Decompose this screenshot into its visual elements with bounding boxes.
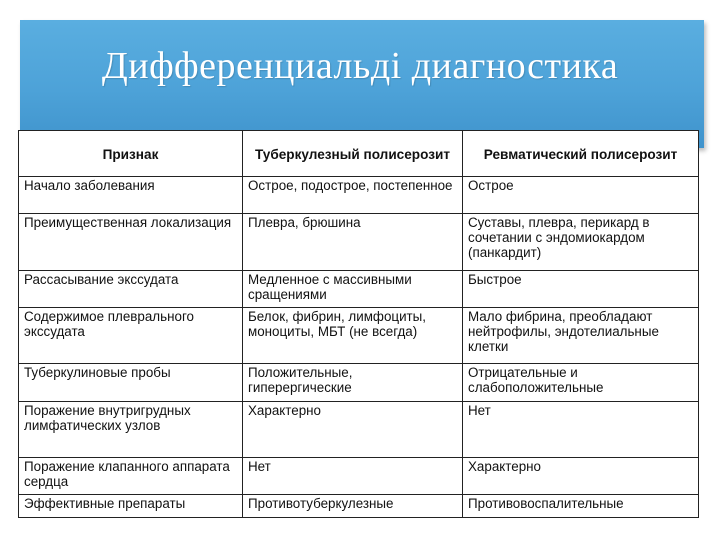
cell-sign: Поражение клапанного аппарата сердца: [19, 457, 243, 494]
cell-rheumatic: Острое: [463, 177, 699, 214]
cell-rheumatic: Суставы, плевра, перикард в сочетании с эндомиокардом (панкардит): [463, 214, 699, 270]
cell-rheumatic: Отрицательные и слабоположительные: [463, 364, 699, 401]
table-row: [19, 495, 699, 518]
header-rheumatic: Ревматический полисерозит: [463, 131, 699, 177]
table-row: [19, 214, 699, 270]
comparison-table: [18, 130, 699, 518]
cell-tuberculous: Медленное с массивными сращениями: [243, 270, 463, 307]
table-row: [19, 401, 699, 457]
table-row: [19, 457, 699, 494]
cell-tuberculous: Положительные, гиперергические: [243, 364, 463, 401]
slide-title: Дифференциальдi диагностика: [101, 45, 619, 87]
table-row: [19, 307, 699, 363]
cell-tuberculous: Противотуберкулезные: [243, 495, 463, 518]
cell-rheumatic: Быстрое: [463, 270, 699, 307]
cell-rheumatic: Мало фибрина, преобладают нейтрофилы, эндотелиальные клетки: [463, 307, 699, 363]
comparison-table-container: [18, 130, 698, 518]
cell-sign: Преимущественная локализация: [19, 214, 243, 270]
cell-tuberculous: Характерно: [243, 401, 463, 457]
cell-tuberculous: Острое, подострое, постепенное: [243, 177, 463, 214]
cell-sign: Поражение внутригрудных лимфатических узлов: [19, 401, 243, 457]
table-header-row: [19, 131, 699, 177]
cell-sign: Начало заболевания: [19, 177, 243, 214]
cell-sign: Содержимое плеврального экссудата: [19, 307, 243, 363]
cell-tuberculous: Белок, фибрин, лимфоциты, моноциты, МБТ (не всегда): [243, 307, 463, 363]
table-row: [19, 270, 699, 307]
header-tuberculous: Туберкулезный полисерозит: [243, 131, 463, 177]
cell-sign: Туберкулиновые пробы: [19, 364, 243, 401]
cell-tuberculous: Плевра, брюшина: [243, 214, 463, 270]
cell-rheumatic: Противовоспалительные: [463, 495, 699, 518]
cell-sign: Рассасывание экссудата: [19, 270, 243, 307]
header-sign: Признак: [19, 131, 243, 177]
cell-rheumatic: Нет: [463, 401, 699, 457]
cell-sign: Эффективные препараты: [19, 495, 243, 518]
cell-tuberculous: Нет: [243, 457, 463, 494]
cell-rheumatic: Характерно: [463, 457, 699, 494]
table-row: [19, 364, 699, 401]
table-row: [19, 177, 699, 214]
